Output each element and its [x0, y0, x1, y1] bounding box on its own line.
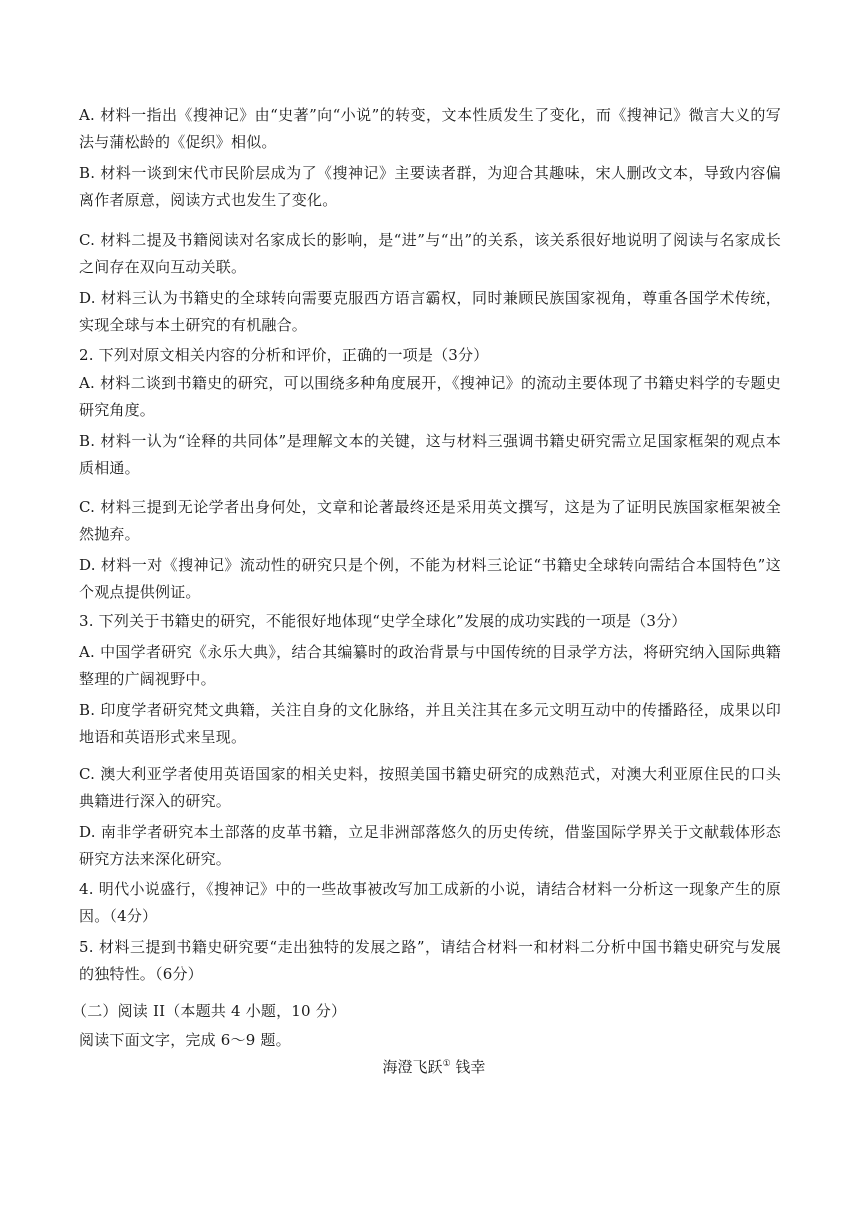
article-title-line	[0, 1054, 868, 1081]
question-4: 4. 明代小说盛行，《搜神记》中的一些故事被改写加工成新的小说，请结合材料一分析这一现象产生的原因。（4分）	[79, 880, 781, 925]
footnote-mark: ①	[442, 1059, 451, 1069]
option-3b: B. 印度学者研究梵文典籍，关注自身的文化脉络，并且关注其在多元文明互动中的传播路径，成果以印地语和英语形式来呈现。	[79, 701, 781, 746]
option-2b: B. 材料一认为“诠释的共同体”是理解文本的关键，这与材料三强调书籍史研究需立足国家框架的观点本质相通。	[79, 432, 781, 477]
reading-instruction: 阅读下面文字，完成 6～9 题。	[79, 1031, 291, 1049]
option-2d: D. 材料一对《搜神记》流动性的研究只是个例，不能为材料三论证“书籍史全球转向需结合本国特色”这个观点提供例证。	[79, 556, 781, 601]
option-2a: A. 材料二谈到书籍史的研究，可以围绕多种角度展开，《搜神记》的流动主要体现了书籍史料学的专题史研究角度。	[79, 374, 781, 419]
option-2c: C. 材料三提到无论学者出身何处，文章和论著最终还是采用英文撰写，这是为了证明民族国家框架被全然抛弃。	[79, 498, 781, 543]
option-3c: C. 澳大利亚学者使用英语国家的相关史料，按照美国书籍史研究的成熟范式，对澳大利亚原住民的口头典籍进行深入的研究。	[79, 765, 781, 810]
option-1b: B. 材料一谈到宋代市民阶层成为了《搜神记》主要读者群，为迎合其趣味，宋人删改文本，导致内容偏离作者原意，阅读方式也发生了变化。	[79, 164, 781, 209]
question-3: 3. 下列关于书籍史的研究，不能很好地体现“史学全球化”发展的成功实践的一项是（3分）	[79, 612, 687, 630]
option-1a: A. 材料一指出《搜神记》由“史著”向“小说”的转变，文本性质发生了变化，而《搜神记》微言大义的写法与蒲松龄的《促织》相似。	[79, 106, 781, 151]
article-title: 海澄飞跃	[382, 1058, 443, 1076]
question-2: 2. 下列对原文相关内容的分析和评价，正确的一项是（3分）	[79, 346, 489, 364]
option-3d: D. 南非学者研究本土部落的皮革书籍，立足非洲部落悠久的历史传统，借鉴国际学界关于文献载体形态研究方法来深化研究。	[79, 823, 781, 868]
section-heading: （二）阅读 II（本题共 4 小题，10 分）	[72, 1002, 347, 1020]
article-author: 钱幸	[455, 1058, 486, 1076]
option-3a: A. 中国学者研究《永乐大典》，结合其编纂时的政治背景与中国传统的目录学方法，将研究纳入国际典籍整理的广阔视野中。	[79, 643, 781, 688]
option-1c: C. 材料二提及书籍阅读对名家成长的影响，是“进”与“出”的关系，该关系很好地说明了阅读与名家成长之间存在双向互动关联。	[79, 231, 781, 276]
option-1d: D. 材料三认为书籍史的全球转向需要克服西方语言霸权，同时兼顾民族国家视角，尊重各国学术传统，实现全球与本土研究的有机融合。	[79, 289, 781, 334]
question-5: 5. 材料三提到书籍史研究要“走出独特的发展之路”，请结合材料一和材料二分析中国书籍史研究与发展的独特性。（6分）	[79, 938, 781, 983]
